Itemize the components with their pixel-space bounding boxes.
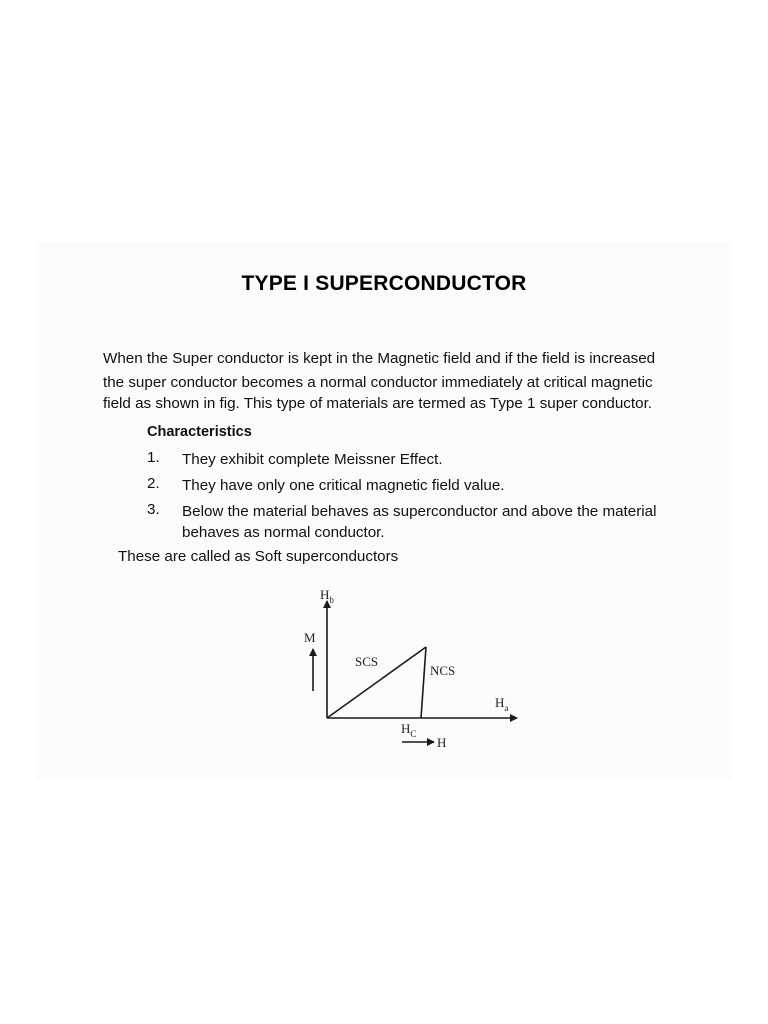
characteristics-heading: Characteristics bbox=[147, 424, 252, 440]
y-axis-label-sub: b bbox=[329, 595, 334, 605]
list-item-text: behaves as normal conductor. bbox=[182, 524, 385, 541]
hc-label bbox=[401, 721, 416, 739]
ncs-line bbox=[421, 647, 426, 718]
list-item-number: 2. bbox=[147, 475, 160, 492]
ncs-label: NCS bbox=[430, 663, 456, 678]
hc-label-main: H bbox=[401, 721, 411, 736]
m-label: M bbox=[304, 630, 316, 645]
intro-line: When the Super conductor is kept in the Magnetic field and if the field is increased bbox=[103, 350, 656, 367]
x-axis-label bbox=[495, 695, 508, 713]
magnetization-figure bbox=[290, 585, 530, 760]
list-item-text: They exhibit complete Meissner Effect. bbox=[182, 451, 443, 468]
hc-label-sub: C bbox=[410, 729, 417, 739]
list-item-text: They have only one critical magnetic field value. bbox=[182, 477, 505, 494]
scs-label: SCS bbox=[355, 654, 379, 669]
x-axis-label-main: H bbox=[495, 695, 505, 710]
intro-line: the super conductor becomes a normal conductor immediately at critical magnetic bbox=[103, 374, 653, 391]
intro-paragraph bbox=[103, 347, 703, 416]
x-axis-label-sub: a bbox=[504, 703, 509, 713]
list-item-number: 3. bbox=[147, 501, 160, 518]
list-item-number: 1. bbox=[147, 449, 160, 466]
list-item-text: Below the material behaves as superconductor and above the material bbox=[182, 503, 657, 520]
closing-text: These are called as Soft superconductors bbox=[118, 548, 399, 565]
y-axis-label-main: H bbox=[320, 587, 330, 602]
page-title: TYPE I SUPERCONDUCTOR bbox=[241, 272, 527, 295]
intro-line: field as shown in fig. This type of materials are termed as Type 1 super conductor. bbox=[103, 395, 653, 412]
h-label: H bbox=[437, 735, 447, 750]
